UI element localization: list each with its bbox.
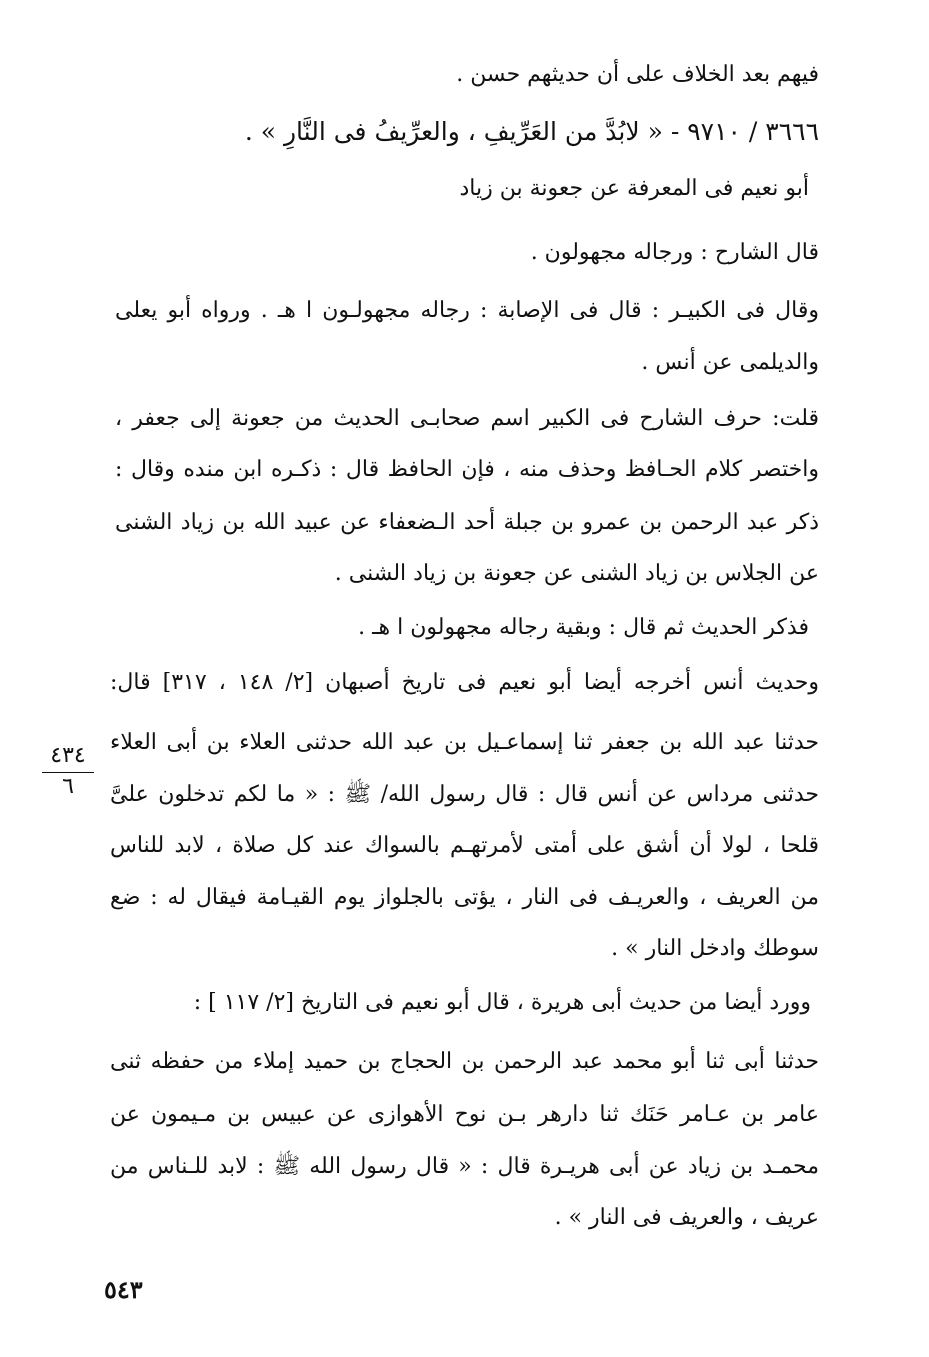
text-line-7: قلت: حرف الشارح فى الكبير اسم صحابـى الحديث من جعونة إلى جعفر ، <box>115 406 819 431</box>
margin-reference-rule <box>42 772 94 773</box>
text-line-21: محمـد بن زياد عن أبى هريـرة قال : « قال رسول الله ﷺ : لابد للـناس من <box>110 1154 819 1179</box>
text-line-1: فيهم بعد الخلاف على أن حديثهم حسن . <box>456 62 819 87</box>
text-line-3: أبو نعيم فى المعرفة عن جعونة بن زياد <box>459 176 809 201</box>
text-line-6: والديلمى عن أنس . <box>641 350 819 375</box>
text-line-5: وقال فى الكبيـر : قال فى الإصابة : رجاله مجهولـون ا هـ . ورواه أبو يعلى <box>115 298 819 323</box>
text-line-8: واختصر كلام الحـافظ وحذف منه ، فإن الحافظ قال : ذكـره ابن منده وقال : <box>115 457 819 482</box>
text-line-13: حدثنا عبد الله بن جعفر ثنا إسماعـيل بن عبد الله حدثنى العلاء بن أبى العلاء <box>110 730 819 755</box>
margin-reference-page: ٦ <box>62 774 74 799</box>
margin-reference-volume: ٤٣٤ <box>50 743 86 768</box>
text-line-19: حدثنا أبى ثنا أبو محمد عبد الرحمن بن الحجاج بن حميد إملاء من حفظه ثنى <box>110 1049 819 1074</box>
text-line-22: عريف ، والعريف فى النار » . <box>554 1205 819 1230</box>
text-line-9: ذكر عبد الرحمن بن عمرو بن جبلة أحد الـضعفاء عن عبيد الله بن زياد الشنى <box>115 510 819 535</box>
hadith-heading: ٣٦٦٦ / ٩٧١٠ - « لابُدَّ من العَرِّيفِ ، والعرِّيفُ فى النَّارِ » . <box>244 117 819 146</box>
text-line-16: من العريف ، والعريـف فى النار ، يؤتى بالجلواز يوم القيـامة فيقال له : ضع <box>110 885 819 910</box>
text-line-17: سوطك وادخل النار » . <box>611 936 819 961</box>
text-line-18: وورد أيضا من حديث أبى هريرة ، قال أبو نعيم فى التاريخ [٢/ ١١٧ ] : <box>193 990 811 1015</box>
text-line-11: فذكر الحديث ثم قال : وبقية رجاله مجهولون ا هـ . <box>358 615 809 640</box>
text-line-10: عن الجلاس بن زياد الشنى عن جعونة بن زياد الشنى . <box>334 561 819 586</box>
text-line-14: حدثنى مرداس عن أنس قال : قال رسول الله/ ﷺ : « ما لكم تدخلون علىَّ <box>110 782 819 807</box>
page-number: ٥٤٣ <box>104 1275 143 1304</box>
margin-reference <box>38 742 98 801</box>
text-line-12: وحديث أنس أخرجه أيضا أبو نعيم فى تاريخ أصبهان [٢/ ١٤٨ ، ٣١٧] قال: <box>110 670 819 695</box>
text-line-15: قلحا ، لولا أن أشق على أمتى لأمرتهـم بالسواك عند كل صلاة ، لابد للناس <box>110 833 819 858</box>
text-line-20: عامر بن عـامر حَنَك ثنا دارهر بـن نوح الأهوازى عن عبيس بن مـيمون عن <box>110 1102 820 1127</box>
text-line-4: قال الشارح : ورجاله مجهولون . <box>530 240 819 265</box>
